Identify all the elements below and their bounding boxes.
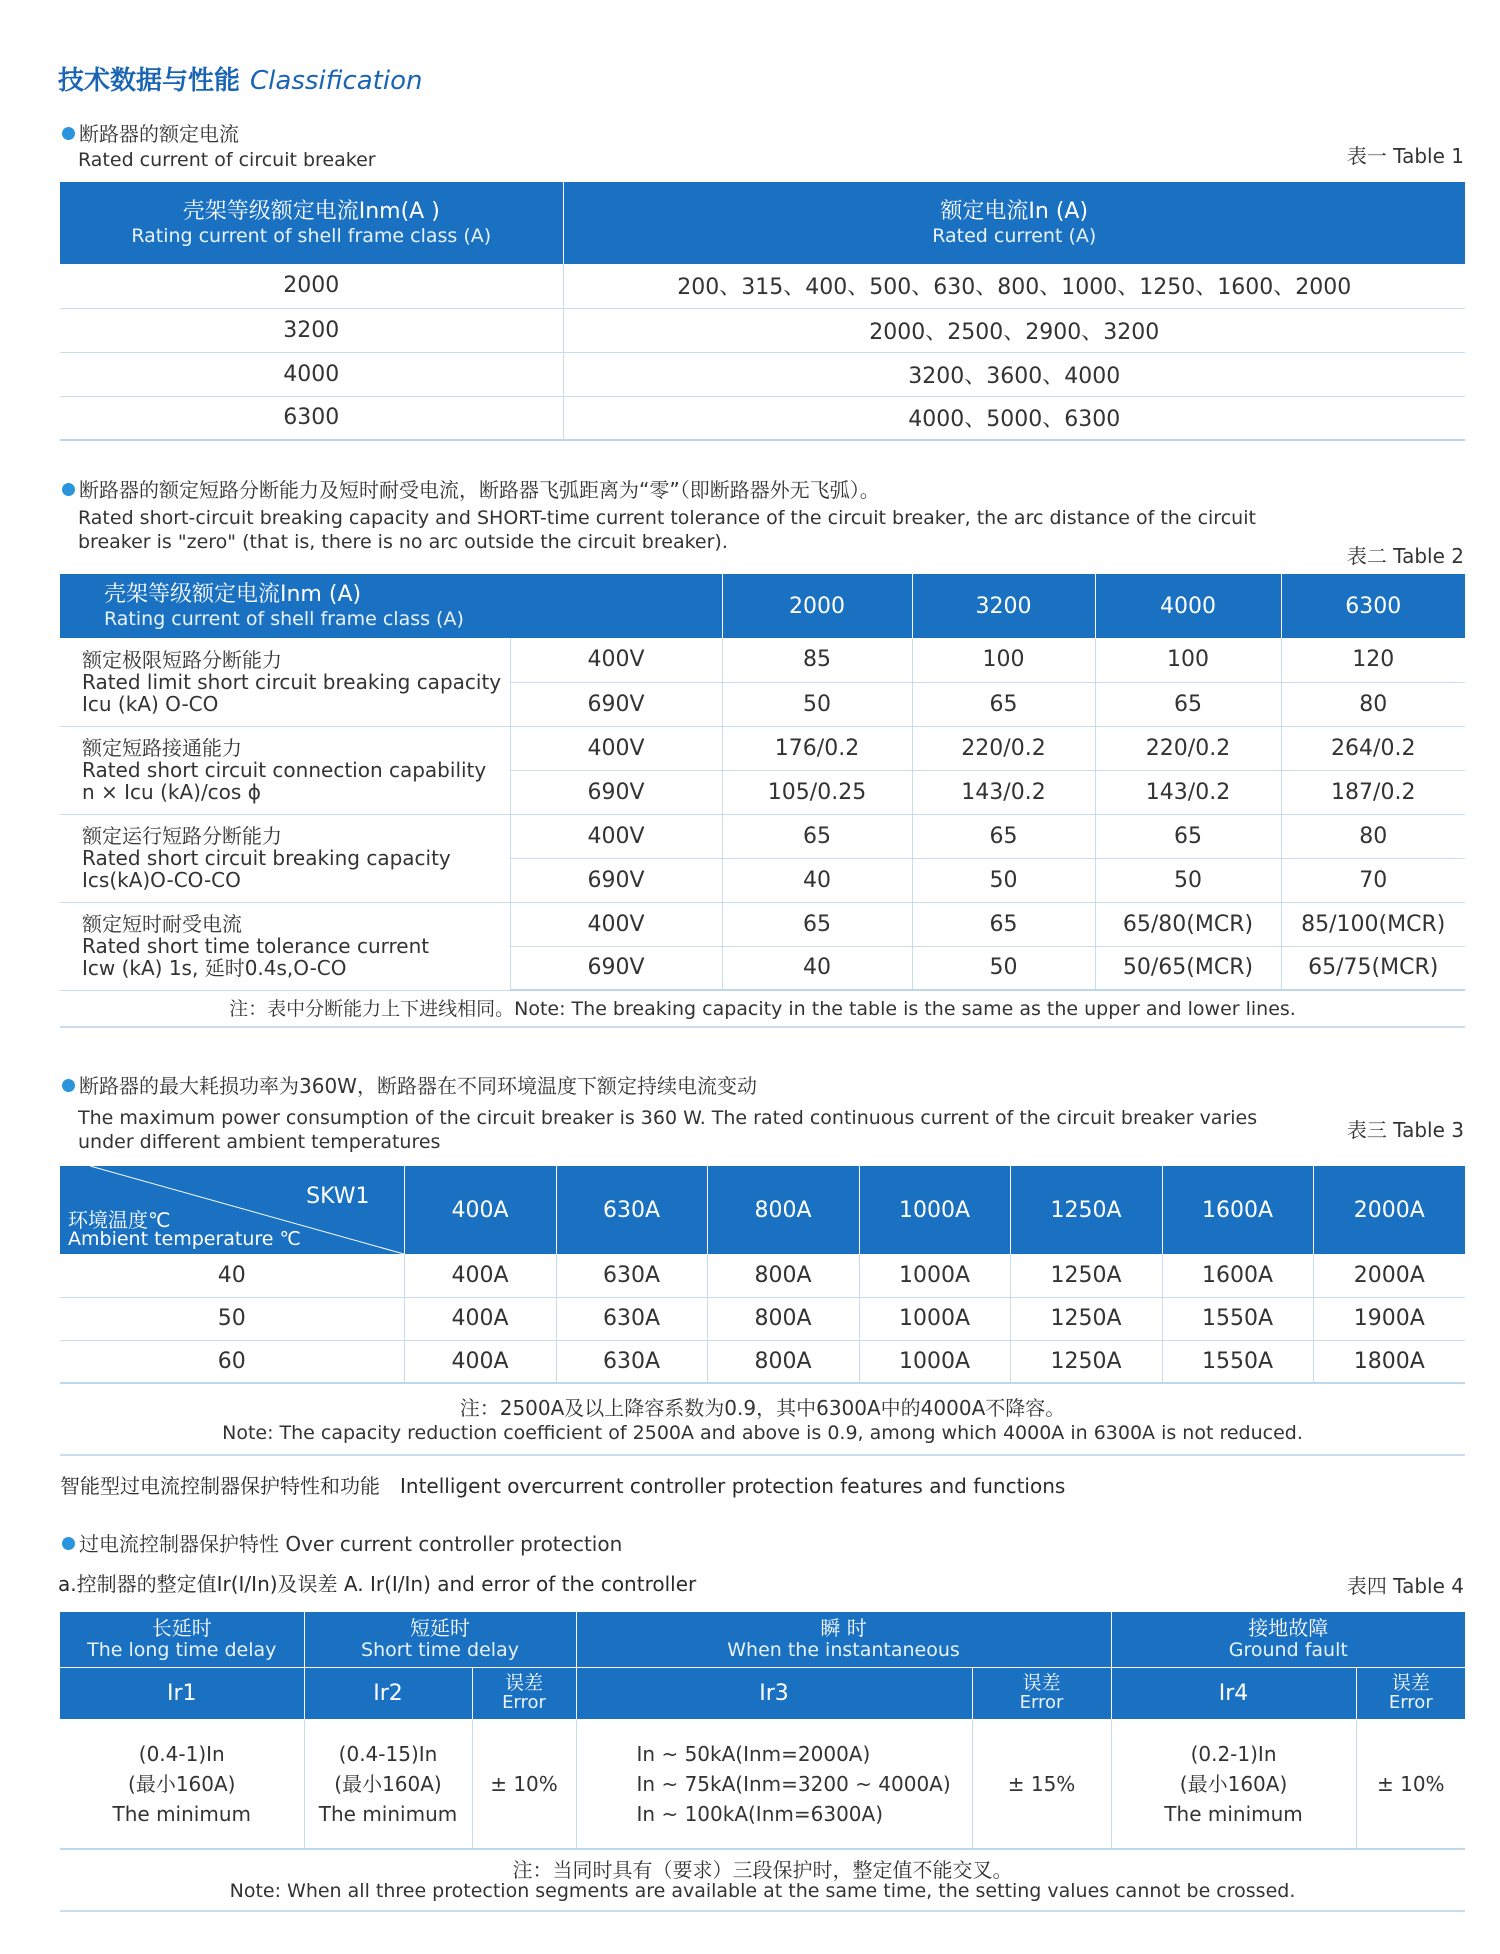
bullet-dot-icon bbox=[62, 127, 75, 140]
table3-corner: SKW1 环境温度℃ Ambient temperature ℃ bbox=[60, 1166, 404, 1254]
table3: SKW1 环境温度℃ Ambient temperature ℃ 400A 630A 800A 1000A 1250A 1600A 2000A 40 400A 630A 800A 1000A 1250A 1600A 2000A 50 400A 630A 800A 1000A 1250A 1550A 1900A 60 400A 630A 800A 1000A 1250A 1550A 1800A bbox=[60, 1166, 1465, 1384]
table-row: 额定运行短路分断能力 Rated short circuit breaking capacity Ics(kA)O-CO-CO 400V 65 65 65 80 bbox=[60, 814, 1465, 858]
section3-subtitle: The maximum power consumption of the circuit breaker is 360 W. The rated continuous current of the circuit breaker varies under different ambient temperatures bbox=[78, 1107, 1258, 1153]
table3-note-cn: 注：2500A及以上降容系数为0.9，其中6300A中的4000A不降容。 bbox=[459, 1396, 1066, 1420]
page-title bbox=[58, 60, 422, 97]
table1 bbox=[60, 182, 1465, 441]
table4-note-cn: 注：当同时具有（要求）三段保护时，整定值不能交叉。 bbox=[512, 1858, 1013, 1882]
table2-label: 表二 Table 2 bbox=[1346, 544, 1464, 568]
table3-note-en: Note: The capacity reduction coefficient of 2500A and above is 0.9, among which 4000A in 6300A is not reduced. bbox=[222, 1422, 1303, 1444]
table1-header-frame: 壳架等级额定电流Inm(A ) Rating current of shell frame class (A) bbox=[60, 182, 563, 264]
page-title-en: Classification bbox=[250, 66, 423, 96]
page-title-cn: 技术数据与性能 bbox=[58, 66, 241, 96]
table-row: 690V 105/0.25 143/0.2 143/0.2 187/0.2 bbox=[60, 770, 1465, 814]
section3-title: 断路器的最大耗损功率为360W，断路器在不同环境温度下额定持续电流变动 bbox=[62, 1074, 757, 1098]
section1-title: 断路器的额定电流 bbox=[62, 122, 239, 146]
table-row: 额定极限短路分断能力 Rated limit short circuit breaking capacity Icu (kA) O-CO 400V 85 100 100 120 bbox=[60, 638, 1465, 682]
row-label-icm: 额定短路接通能力 Rated short circuit connection capability n × Icu (kA)/cos ϕ bbox=[60, 726, 510, 814]
section4-title: 过电流控制器保护特性 Over current controller protection bbox=[62, 1532, 622, 1556]
section4-heading: 智能型过电流控制器保护特性和功能 Intelligent overcurrent controller protection features and functions bbox=[60, 1474, 1066, 1498]
table4: 长延时 The long time delay 短延时 Short time delay 瞬 时 When the instantaneous 接地故障 Ground fault Ir1 Ir2 误差 Error Ir3 误差 Error Ir4 误差 Error (0.4-1)In (最小160A) The minimum (0.4-15)In (最小160A) The minimum ± 10% In ~ 50kA(Inm=2000A) In ~ 75kA(Inm=3200 ~ 4000A) In ~ 100kA(Inm=6300A) ± 15% (0.2-1)In (最小160A) The minimum ± 10% bbox=[60, 1612, 1465, 1850]
table4-group-short: 短延时 Short time delay bbox=[304, 1612, 576, 1667]
table2-header-4000: 4000 bbox=[1095, 574, 1281, 638]
table4-group-instant: 瞬 时 When the instantaneous bbox=[576, 1612, 1111, 1667]
table-row: 3200 2000、2500、2900、3200 bbox=[60, 308, 1465, 352]
table2-header-2000: 2000 bbox=[722, 574, 912, 638]
table-row: 690V 50 65 65 80 bbox=[60, 682, 1465, 726]
row-label-ics: 额定运行短路分断能力 Rated short circuit breaking capacity Ics(kA)O-CO-CO bbox=[60, 814, 510, 902]
section4-subtitle: a.控制器的整定值Ir(I/In)及误差 A. Ir(I/In) and error of the controller bbox=[58, 1572, 697, 1596]
table-row: 60 400A 630A 800A 1000A 1250A 1550A 1800A bbox=[60, 1340, 1465, 1383]
table-row: 6300 4000、5000、6300 bbox=[60, 396, 1465, 440]
table-row: 额定短路接通能力 Rated short circuit connection capability n × Icu (kA)/cos ϕ 400V 176/0.2 220/0.2 220/0.2 264/0.2 bbox=[60, 726, 1465, 770]
section1-subtitle: Rated current of circuit breaker bbox=[78, 149, 376, 171]
table-row: 690V 40 50 50/65(MCR) 65/75(MCR) bbox=[60, 946, 1465, 990]
table4-note-en: Note: When all three protection segments are available at the same time, the setting values cannot be crossed. bbox=[229, 1880, 1296, 1902]
section2-subtitle: Rated short-circuit breaking capacity and SHORT-time current tolerance of the circuit breaker, the arc distance of the circuit breaker is "zero" (that is, there is no arc outside the circuit breaker). bbox=[78, 507, 1256, 553]
bullet-dot-icon bbox=[62, 1079, 75, 1092]
table3-label: 表三 Table 3 bbox=[1346, 1118, 1464, 1142]
table1-header-current: 额定电流In (A) Rated current (A) bbox=[563, 182, 1465, 264]
table-row: 40 400A 630A 800A 1000A 1250A 1600A 2000A bbox=[60, 1254, 1465, 1297]
table2 bbox=[60, 574, 1465, 991]
table1-label: 表一 Table 1 bbox=[1346, 144, 1464, 168]
row-label-icu: 额定极限短路分断能力 Rated limit short circuit breaking capacity Icu (kA) O-CO bbox=[60, 638, 510, 726]
divider bbox=[60, 1910, 1465, 1912]
row-label-icw: 额定短时耐受电流 Rated short time tolerance current Icw (kA) 1s, 延时0.4s,O-CO bbox=[60, 902, 510, 990]
table4-group-long: 长延时 The long time delay bbox=[60, 1612, 304, 1667]
table-row: 50 400A 630A 800A 1000A 1250A 1550A 1900A bbox=[60, 1297, 1465, 1340]
table2-note: 注：表中分断能力上下进线相同。Note: The breaking capacity in the table is the same as the upper and lower lines. bbox=[229, 998, 1296, 1020]
divider bbox=[60, 1454, 1465, 1456]
bullet-dot-icon bbox=[62, 483, 75, 496]
table4-label: 表四 Table 4 bbox=[1346, 1574, 1464, 1598]
table4-group-ground: 接地故障 Ground fault bbox=[1111, 1612, 1465, 1667]
table2-header-6300: 6300 bbox=[1281, 574, 1465, 638]
table-row: 额定短时耐受电流 Rated short time tolerance current Icw (kA) 1s, 延时0.4s,O-CO 400V 65 65 65/80(MCR) 85/100(MCR) bbox=[60, 902, 1465, 946]
table2-header-3200: 3200 bbox=[912, 574, 1095, 638]
table-row: (0.4-1)In (最小160A) The minimum (0.4-15)In (最小160A) The minimum ± 10% In ~ 50kA(Inm=2000A) In ~ 75kA(Inm=3200 ~ 4000A) In ~ 100kA(Inm=6300A) ± 15% (0.2-1)In (最小160A) The minimum ± 10% bbox=[60, 1719, 1465, 1849]
section2-title: 断路器的额定短路分断能力及短时耐受电流，断路器飞弧距离为“零”（即断路器外无飞弧）。 bbox=[62, 478, 880, 502]
table-row: 2000 200、315、400、500、630、800、1000、1250、1600、2000 bbox=[60, 264, 1465, 308]
table-row: 4000 3200、3600、4000 bbox=[60, 352, 1465, 396]
divider bbox=[60, 1026, 1465, 1028]
table-row: 690V 40 50 50 70 bbox=[60, 858, 1465, 902]
table2-header-frame: 壳架等级额定电流Inm (A) Rating current of shell frame class (A) bbox=[60, 574, 722, 638]
bullet-dot-icon bbox=[62, 1537, 75, 1550]
